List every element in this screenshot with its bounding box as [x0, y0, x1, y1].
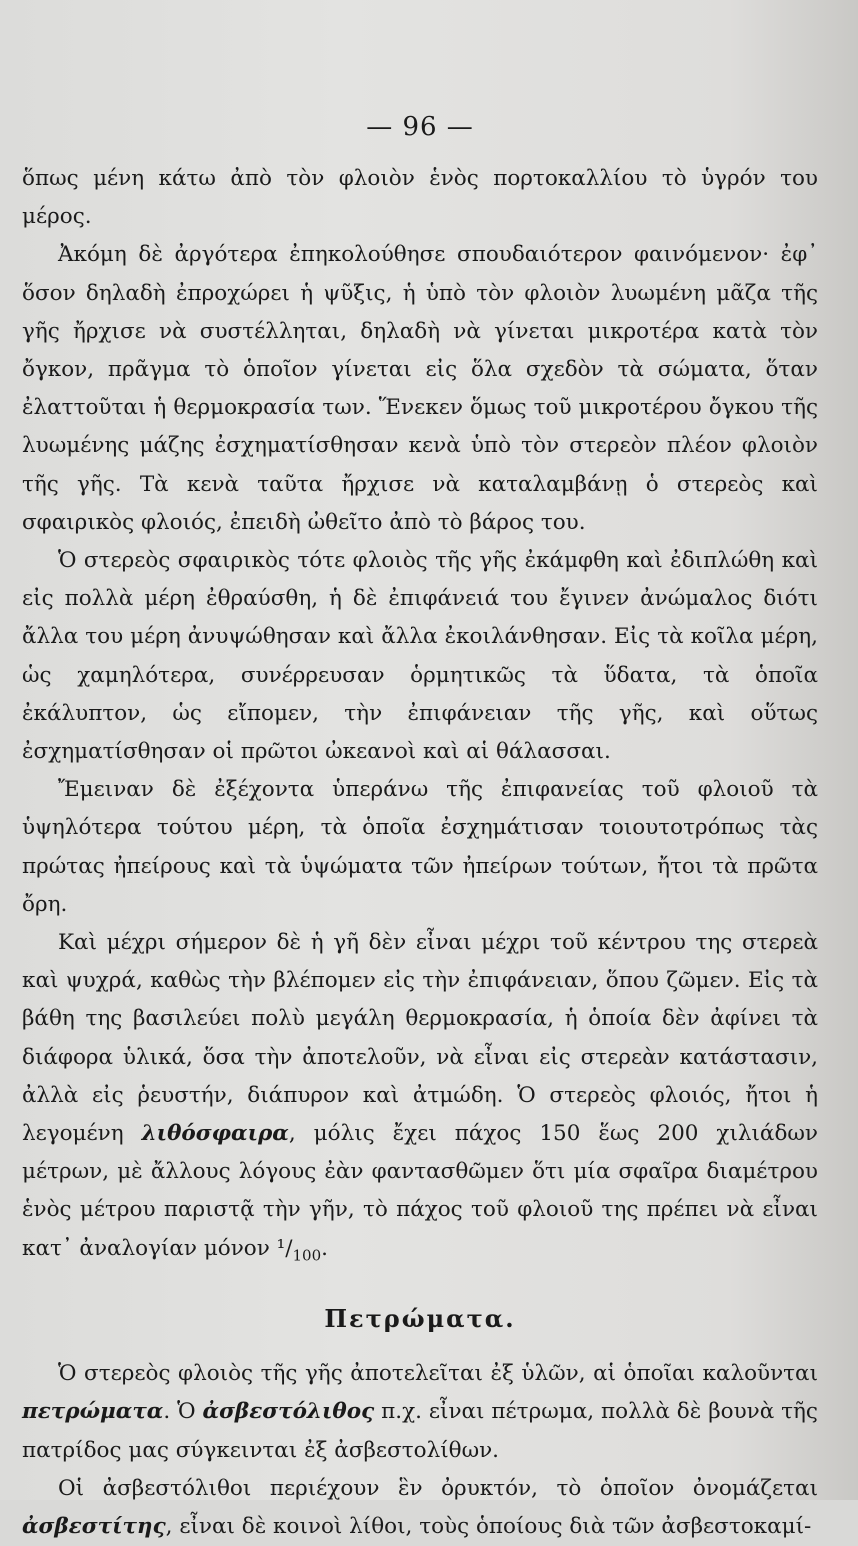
text-run: . Ὁ	[163, 1399, 196, 1425]
text-run: Οἱ ἀσβεστόλιθοι περιέχουν ἓν ὀρυκτόν, τὸ ὁποῖον ὀνομάζεται	[58, 1475, 818, 1501]
paragraph-lithosphere	[22, 924, 818, 1274]
fraction-denominator: 100	[292, 1245, 322, 1264]
term-limestone: ἀσβεστόλιθος	[202, 1399, 375, 1425]
section-heading: Πετρώματα.	[324, 1304, 516, 1334]
paragraph-folding: Ὁ στερεὸς σφαιρικὸς τότε φλοιὸς τῆς γῆς ἐκάμφθη καὶ ἐδιπλώθη καὶ εἰς πολλὰ μέρη ἐθραύσθη, ἡ δὲ ἐπιφάνειά του ἔγινεν ἀνώμαλος διότι ἄλλα του μέρη ἀνυψώθησαν καὶ ἄλλα ἐκοιλάνθησαν. Εἰς τὰ κοῖλα μέρη, ὡς χαμηλότερα, συνέρρευσαν ὁρμητικῶς τὰ ὕδατα, τὰ ὁποῖα ἐκάλυπτον, ὡς εἴπομεν, τὴν ἐπιφάνειαν τῆς γῆς, καὶ οὕτως ἐσχηματίσθησαν οἱ πρῶτοι ὠκεανοὶ καὶ αἱ θάλασσαι.	[22, 548, 818, 765]
paragraph-rocks	[22, 1355, 818, 1470]
paragraph-contraction: Ἀκόμη δὲ ἀργότερα ἐπηκολούθησε σπουδαιότερον φαινόμενον· ἐφ᾿ ὅσον δηλαδὴ ἐπροχώρει ἡ ψῦξις, ἡ ὑπὸ τὸν φλοιὸν λυωμένη μᾶζα τῆς γῆς ἤρχισε νὰ συστέλληται, δηλαδὴ νὰ γίνεται μικροτέρα κατὰ τὸν ὄγκον, πρᾶγμα τὸ ὁποῖον γίνεται εἰς ὅλα σχεδὸν τὰ σώματα, ὅταν ἐλαττοῦται ἡ θερμοκρασία των. Ἕνεκεν ὅμως τοῦ μικροτέρου ὄγκου τῆς λυωμένης μάζης ἐσχηματίσθησαν κενὰ ὑπὸ τὸν στερεὸν πλέον φλοιὸν τῆς γῆς. Τὰ κενὰ ταῦτα ἤρχισε νὰ καταλαμβάνῃ ὁ στερεὸς καὶ σφαιρικὸς φλοιός, ἐπειδὴ ὠθεῖτο ἀπὸ τὸ βάρος του.	[22, 242, 818, 535]
text-run: .	[321, 1235, 328, 1261]
paragraph-continents: Ἔμειναν δὲ ἐξέχοντα ὑπεράνω τῆς ἐπιφανείας τοῦ φλοιοῦ τὰ ὑψηλότερα τούτου μέρη, τὰ ὁποῖα ἐσχημάτισαν τοιουτοτρόπως τὰς πρώτας ἠπείρους καὶ τὰ ὑψώματα τῶν ἠπείρων τούτων, ἤτοι τὰ πρῶτα ὄρη.	[22, 777, 818, 917]
paragraph-continuation: ὅπως μένη κάτω ἀπὸ τὸν φλοιὸν ἑνὸς πορτοκαλλίου τὸ ὑγρόν του μέρος.	[22, 166, 818, 230]
term-calcite: ἀσβεστίτης	[22, 1514, 166, 1539]
paragraph-calcite	[22, 1470, 818, 1546]
term-lithosphere: λιθόσφαιρα	[141, 1121, 289, 1147]
text-run: , εἶναι δὲ κοινοὶ λίθοι, τοὺς ὁποίους διὰ τῶν ἀσβεστοκαμί-	[165, 1514, 812, 1539]
text-run: Καὶ μέχρι σήμερον δὲ ἡ γῆ δὲν εἶναι μέχρι τοῦ κέντρου της στερεὰ καὶ ψυχρά, καθὼς τὴν βλέπομεν εἰς τὴν ἐπιφάνειαν, ὅπου ζῶμεν. Εἰς τὰ βάθη της βασιλεύει πολὺ μεγάλη θερμοκρασία, ἡ ὁποία δὲν ἀφίνει τὰ διάφορα ὑλικά, ὅσα τὴν ἀποτελοῦν, νὰ εἶναι εἰς στερεὰν κατάστασιν, ἀλλὰ εἰς ῥευστήν, διάπυρον καὶ ἀτμώδη. Ὁ στερεὸς φλοιός, ἤτοι ἡ λεγομένη	[22, 930, 818, 1147]
text-run: Ὁ στερεὸς φλοιὸς τῆς γῆς ἀποτελεῖται ἐξ ὑλῶν, αἱ ὁποῖαι καλοῦνται	[58, 1361, 818, 1387]
text-run: π.χ. εἶναι πέτρωμα, πολλὰ δὲ βουνὰ τῆς πατρίδος μας σύγκεινται ἐξ ἀσβεστολίθων.	[22, 1399, 818, 1463]
term-rocks: πετρώματα	[22, 1399, 164, 1425]
text-run: , μόλις ἔχει πάχος 150 ἕως 200 χιλιάδων μέτρων, μὲ ἄλλους λόγους ἐὰν φαντασθῶμεν ὅτι μία σφαῖρα διαμέτρου ἑνὸς μέτρου παριστᾷ τὴν γῆν, τὸ πάχος τοῦ φλοιοῦ της πρέπει νὰ εἶναι κατ᾿ ἀναλογίαν μόνον ¹/	[22, 1121, 818, 1261]
page-number: — 96 —	[366, 112, 474, 142]
